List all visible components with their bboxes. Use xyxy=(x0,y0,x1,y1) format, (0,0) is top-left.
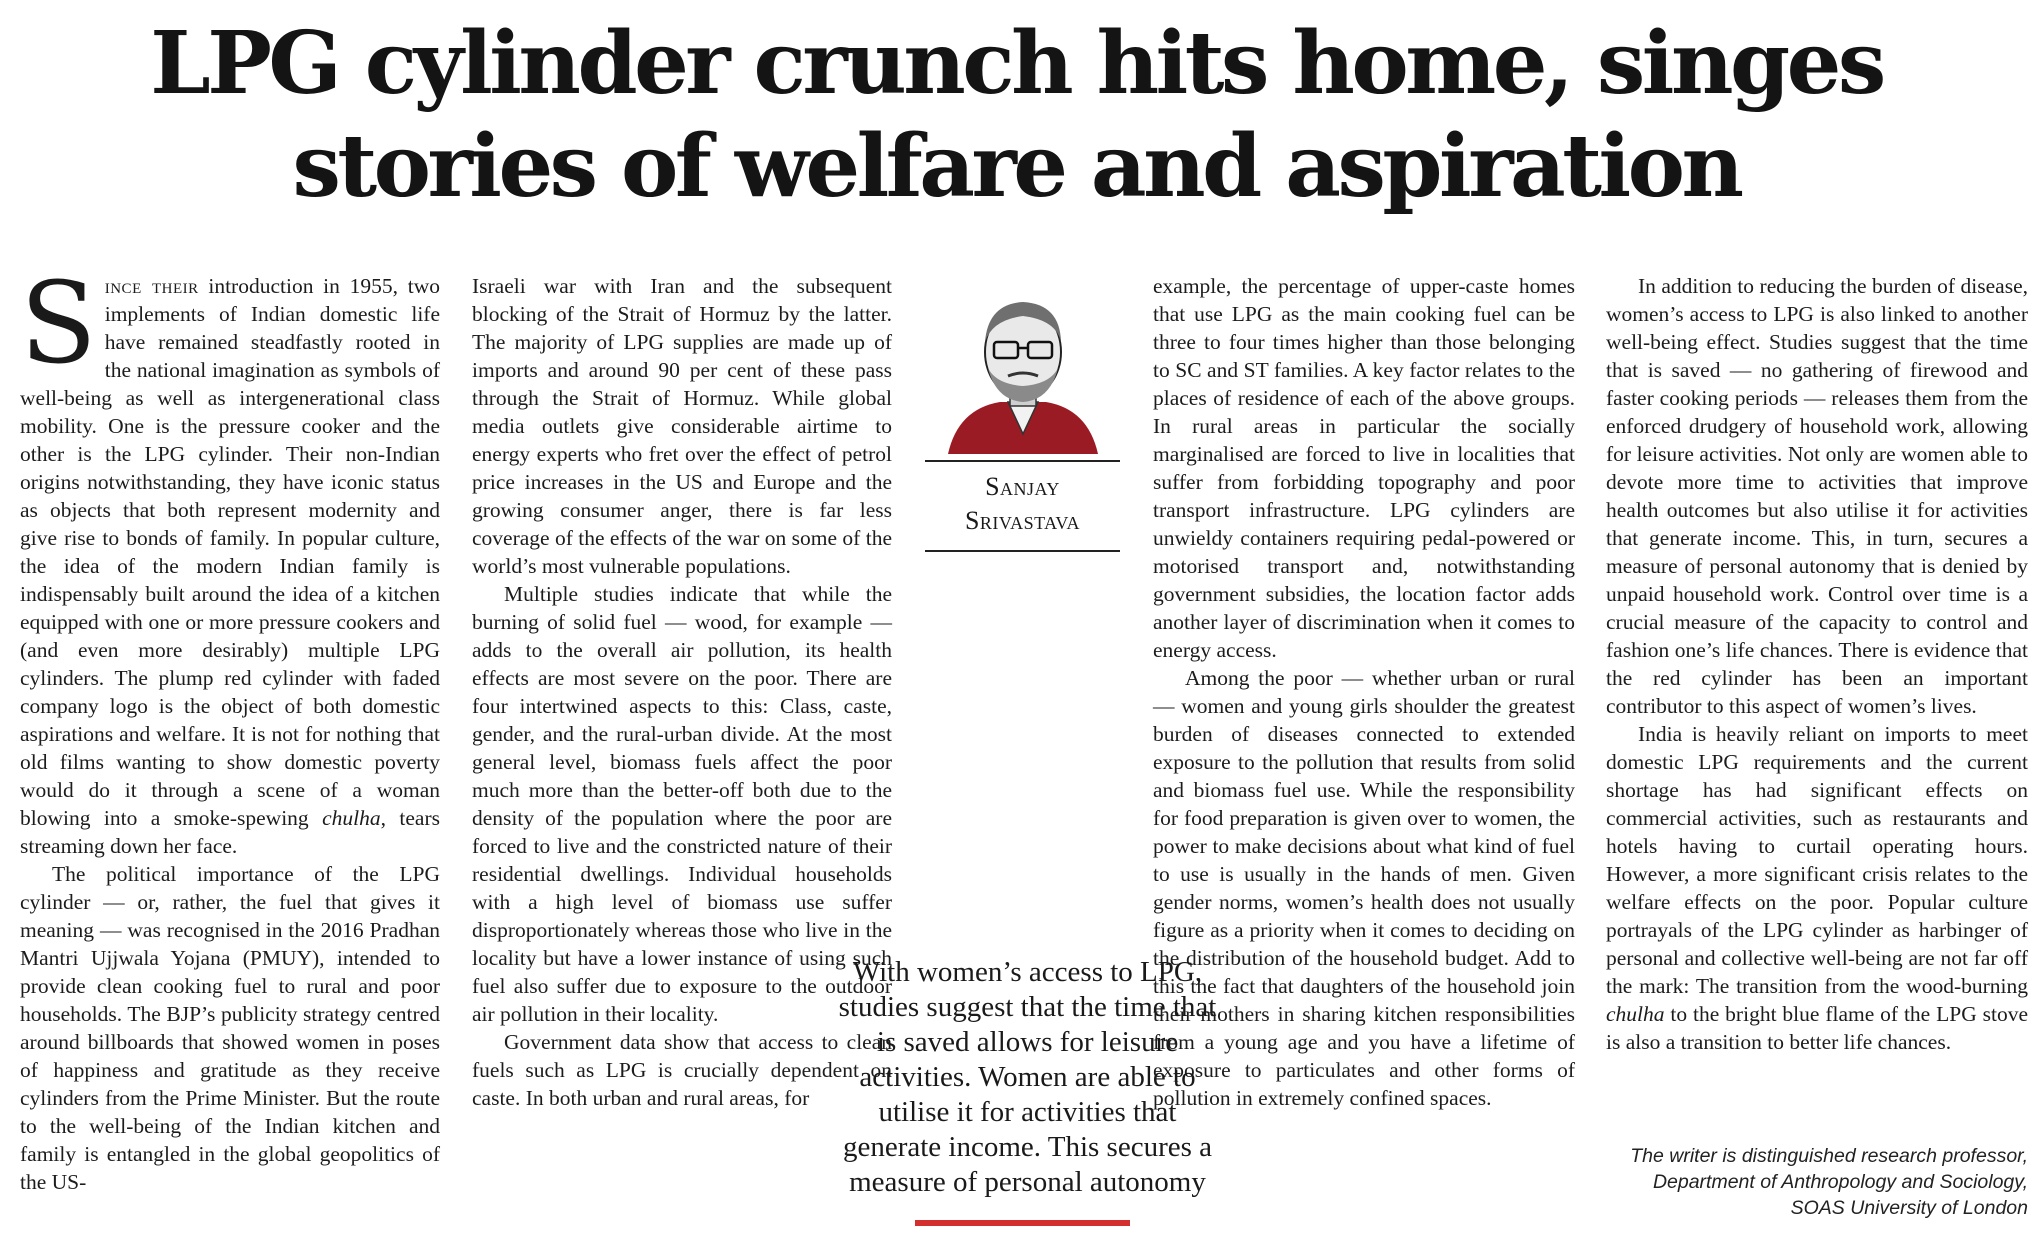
headline xyxy=(0,0,2033,218)
headline-line-1: LPG cylinder crunch hits home, singes xyxy=(150,13,1883,114)
author-last-name: Srivastava xyxy=(964,506,1081,535)
drop-cap: S xyxy=(20,259,97,389)
article-paragraph-2: The political importance of the LPG cylinder — or, rather, the fuel that gives it meaning — was recognised in the 2016 Pradhan Mantri Ujjwala Yojana (PMUY), intended to provide clean cooking fuel to rural and poor households. The BJP’s publicity strategy centred around billboards that showed women in poses of happiness and gratitude as they receive cylinders from the Prime Minister. But the route to the well-being of the Indian kitchen and family is entangled in the global geopolitics of the US- xyxy=(20,862,440,1194)
pull-quote-rule xyxy=(915,1220,1130,1226)
author-first-name: Sanjay xyxy=(985,472,1060,501)
author-box xyxy=(925,272,1120,552)
article-column-1 xyxy=(20,259,440,1196)
article-paragraph-4: Government data show that access to clean fuels such as LPG is crucially dependent on caste. In both urban and rural areas, for xyxy=(472,1030,892,1110)
credit-line-1: The writer is distinguished research professor, xyxy=(1630,1145,2028,1167)
article-paragraph-4-continued: example, the percentage of upper-caste homes that use LPG as the main cooking fuel can be three to four times higher than those belonging to SC and ST families. A key factor relates to the places of residence of each of the above groups. In rural areas in particular the socially marginalised are forced to live in localities that suffer from forbidding topography and poor transport infrastructure. LPG cylinders are unwieldy containers requiring pedal-powered or motorised transport and, notwithstanding government subsidies, the location factor adds another layer of discrimination when it comes to energy access. xyxy=(1153,274,1575,662)
article-paragraph-3: Multiple studies indicate that while the burning of solid fuel — wood, for example — adds to the overall air pollution, its health effects are most severe on the poor. There are four intertwined aspects to this: Class, caste, gender, and the rural-urban divide. At the most general level, biomass fuels affect the poor much more than the better-off both due to the density of the population where the poor are forced to live and the constricted nature of their residential dwellings. Individual households with a high level of biomass use suffer disproportionately whereas those who live in the locality but have a lower instance of using such fuel also suffer due to exposure to the outdoor air pollution in their locality. xyxy=(472,582,892,1026)
article-paragraph-7: India is heavily reliant on imports to meet domestic LPG requirements and the current shortage has had significant effects on commercial activities, such as restaurants and hotels having to curtail operating hours. However, a more significant crisis relates to the welfare effects on the poor. Popular culture portrayals of the LPG cylinder as harbinger of personal and collective well-being are not far off the mark: The transition from the wood-burning chulha to the bright blue flame of the LPG stove is also a transition to better life chances. xyxy=(1606,722,2028,1054)
author-credit xyxy=(1580,1143,2028,1221)
author-name xyxy=(925,460,1120,552)
article-column-4 xyxy=(1606,272,2028,1056)
article-paragraph-5: Among the poor — whether urban or rural — women and young girls shoulder the greatest burden of diseases connected to extended exposure to the pollution that results from solid and biomass fuel use. While the responsibility for food preparation is given over to women, the power to make decisions about what kind of fuel to use is usually in the hands of men. Given gender norms, women’s health does not usually figure as a priority when it comes to deciding on the distribution of the household budget. Add to this the fact that daughters of the household join their mothers in sharing kitchen responsibilities from a young age and you have a lifetime of exposure to particulates and other forms of pollution in extremely confined spaces. xyxy=(1153,666,1575,1110)
article-paragraph-2-continued: Israeli war with Iran and the subsequent blocking of the Strait of Hormuz by the latter. The majority of LPG supplies are made up of imports and around 90 per cent of these pass through the Strait of Hormuz. While global media outlets give considerable airtime to energy experts who fret over the effect of petrol price increases in the US and Europe and the growing consumer anger, there is far less coverage of the effects of the war on some of the world’s most vulnerable populations. xyxy=(472,274,892,578)
article-paragraph-1: Since their introduction in 1955, two implements of Indian domestic life have remained steadfastly rooted in the national imagination as symbols of well-being as well as intergenerational class mobility. One is the pressure cooker and the other is the LPG cylinder. Their non-Indian origins notwithstanding, they have iconic status as objects that both represent modernity and give rise to bonds of family. In popular culture, the idea of the modern Indian family is indispensably built around the idea of a kitchen equipped with one or more pressure cookers and (and even more desirably) multiple LPG cylinders. The plump red cylinder with faded company logo is the object of both domestic aspirations and welfare. It is not for nothing that old films wanting to show domestic poverty would do it through a scene of a woman blowing into a smoke-spewing chulha, tears streaming down her face. xyxy=(20,259,440,858)
lead-caps: ince their xyxy=(104,274,199,298)
credit-line-2: Department of Anthropology and Sociology, xyxy=(1652,1171,2028,1193)
pull-quote: With women’s access to LPG, studies suggest that the time that is saved allows for leisure activities. Women are able to utilise it for activities that generate income. This secures a measure of personal autonomy xyxy=(838,956,1217,1198)
author-portrait-sketch-icon xyxy=(938,284,1108,454)
headline-line-2: stories of welfare and aspiration xyxy=(292,116,1741,217)
article-column-2 xyxy=(472,272,892,1112)
credit-line-3: SOAS University of London xyxy=(1790,1197,2028,1219)
article-paragraph-6: In addition to reducing the burden of disease, women’s access to LPG is also linked to another well-being effect. Studies suggest that the time that is saved — no gathering of firewood and faster cooking periods — releases them from the enforced drudgery of household work, allowing for leisure activities. Not only are women able to devote more time to activities that improve health outcomes but also utilise it for activities that generate income. This, in turn, secures a measure of personal autonomy that is denied by unpaid household work. Control over time is a crucial measure of the capacity to control and fashion one’s life chances. There is evidence that the red cylinder has been an important contributor to this aspect of women’s lives. xyxy=(1606,274,2028,718)
